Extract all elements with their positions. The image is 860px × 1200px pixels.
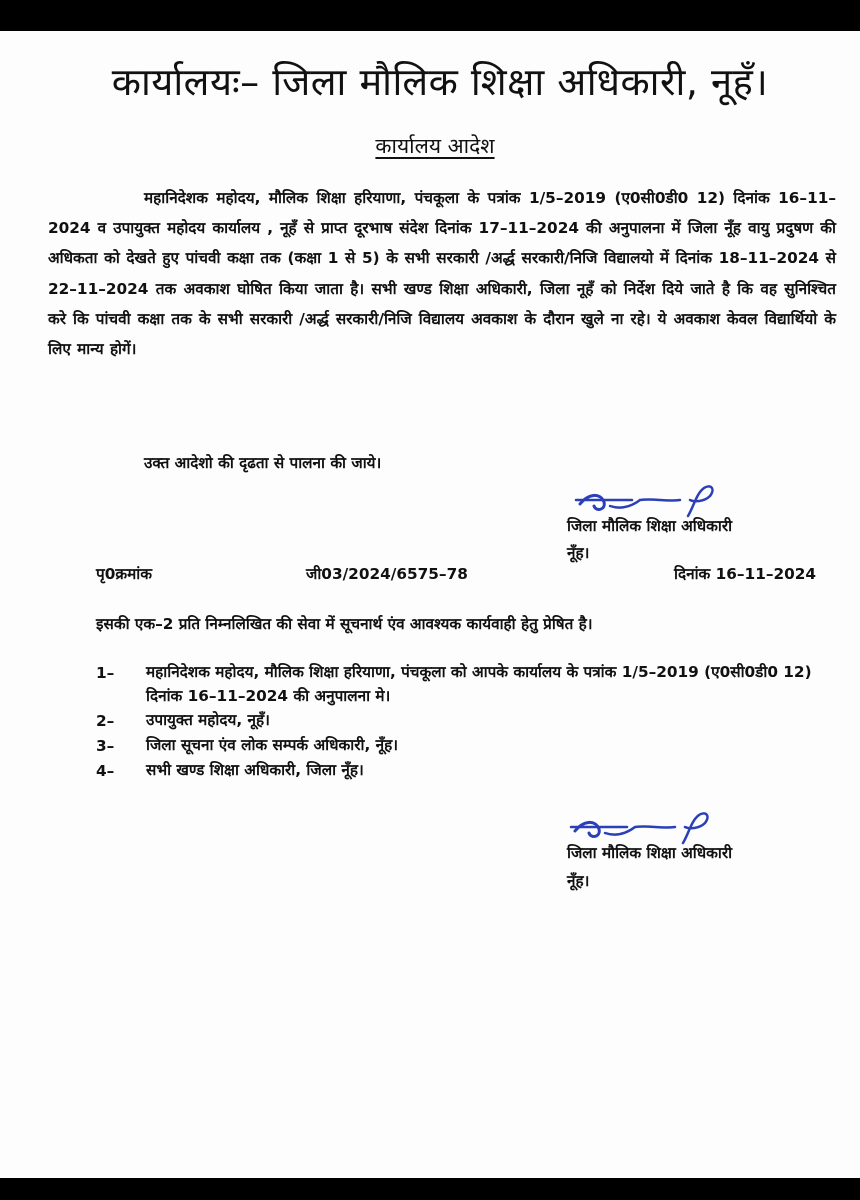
endorsement-number: जी03/2024/6575–78 <box>306 565 468 583</box>
order-title: कार्यालय आदेश <box>375 134 495 158</box>
copy-intro: इसकी एक–2 प्रति निम्नलिखित की सेवा में सूचनार्थ एंव आवश्यक कार्यवाही हेतु प्रेषित है। <box>96 615 593 633</box>
recipient-2-text: उपायुक्त महोदय, नूहँ। <box>146 711 270 729</box>
recipient-4-text: सभी खण्ड शिक्षा अधिकारी, जिला नूँह। <box>146 761 364 779</box>
recipient-2-number: 2– <box>96 712 115 730</box>
endorsement-label: पृ0क्रमांक <box>96 565 152 583</box>
recipient-3-text: जिला सूचना एंव लोक सम्पर्क अधिकारी, नूँह। <box>146 736 399 754</box>
signature-1-place: नूँह। <box>567 544 590 562</box>
endorsement-date: दिनांक 16–11–2024 <box>674 565 817 583</box>
order-body: महानिदेशक महोदय, मौलिक शिक्षा हरियाणा, पंचकूला के पत्रांक 1/5–2019 (ए0सी0डी0 12) दिनांक 16–11–2024 व उपायुक्त महोदय कार्यालय , नूहँ से प्राप्त दूरभाष संदेश दिनांक 17–11–2024 की अनुपालना में जिला नूँह वायु प्रदुषण की अधिकता को देखते हुए पांचवी कक्षा तक (कक्षा 1 से 5) के सभी सरकारी /अर्द्ध सरकारी/निजि विद्यालयो में दिनांक 18–11–2024 से 22–11–2024 तक अवकाश घोषित किया जाता है। सभी खण्ड शिक्षा अधिकारी, जिला नूहँ को निर्देश दिये जाते है कि वह सुनिश्चित करे कि पांचवी कक्षा तक के सभी सरकारी /अर्द्ध सरकारी/निजि विद्यालय अवकाश के दौरान खुले ना रहे। ये अवकाश केवल विद्यार्थियो के लिए मान्य होगें। <box>48 189 836 359</box>
signature-1-designation: जिला मौलिक शिक्षा अधिकारी <box>567 517 733 535</box>
document-page <box>0 31 860 1178</box>
recipient-1-text: महानिदेशक महोदय, मौलिक शिक्षा हरियाणा, पंचकूला को आपके कार्यालय के पत्रांक 1/5–2019 (ए0सी0डी0 12) दिनांक 16–11–2024 की अनुपालना मे। <box>146 663 812 705</box>
recipient-1-number: 1– <box>96 664 115 682</box>
office-heading: कार्यालयः– जिला मौलिक शिक्षा अधिकारी, नूहँ। <box>111 60 769 104</box>
recipient-3-number: 3– <box>96 737 115 755</box>
signature-2-designation: जिला मौलिक शिक्षा अधिकारी <box>567 844 733 862</box>
recipient-4-number: 4– <box>96 762 115 780</box>
signature-2-place: नूँह। <box>567 872 590 890</box>
compliance-line: उक्त आदेशो की दृढता से पालना की जाये। <box>144 454 382 472</box>
